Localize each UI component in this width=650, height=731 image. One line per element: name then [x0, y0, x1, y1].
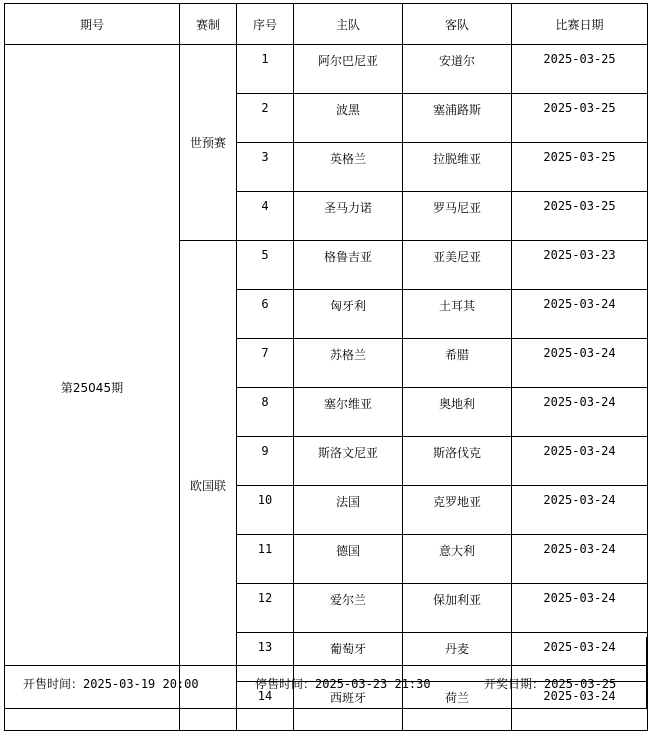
- header-home-team: 主队: [294, 4, 403, 45]
- away-team: 意大利: [403, 535, 512, 584]
- match-date: 2025-03-24: [512, 682, 648, 731]
- home-team: 西班牙: [294, 682, 403, 731]
- away-team: 罗马尼亚: [403, 192, 512, 241]
- sale-info-footer: [4, 666, 647, 709]
- draw-date-label: 开奖日期：: [484, 677, 545, 691]
- match-no: 5: [237, 241, 294, 290]
- home-team: 塞尔维亚: [294, 388, 403, 437]
- match-no: 7: [237, 339, 294, 388]
- home-team: 葡萄牙: [294, 633, 403, 682]
- header-period: 期号: [5, 4, 180, 45]
- header-format: 赛制: [180, 4, 237, 45]
- match-no: 14: [237, 682, 294, 731]
- sale-stop-label: 停售时间：: [255, 677, 316, 691]
- match-date: 2025-03-24: [512, 584, 648, 633]
- sale-stop-value: 2025-03-23 21:30: [315, 677, 431, 691]
- match-no: 13: [237, 633, 294, 682]
- away-team: 克罗地亚: [403, 486, 512, 535]
- away-team: 荷兰: [403, 682, 512, 731]
- match-no: 8: [237, 388, 294, 437]
- home-team: 苏格兰: [294, 339, 403, 388]
- home-team: 爱尔兰: [294, 584, 403, 633]
- match-schedule-table: [4, 3, 648, 731]
- match-date: 2025-03-25: [512, 143, 648, 192]
- match-no: 9: [237, 437, 294, 486]
- match-date: 2025-03-24: [512, 290, 648, 339]
- home-team: 圣马力诺: [294, 192, 403, 241]
- away-team: 丹麦: [403, 633, 512, 682]
- home-team: 斯洛文尼亚: [294, 437, 403, 486]
- match-no: 4: [237, 192, 294, 241]
- blank-row: [4, 637, 647, 666]
- match-date: 2025-03-24: [512, 633, 648, 682]
- header-index: 序号: [237, 4, 294, 45]
- draw-date-value: 2025-03-25: [544, 677, 617, 691]
- home-team: 阿尔巴尼亚: [294, 45, 403, 94]
- away-team: 安道尔: [403, 45, 512, 94]
- match-no: 1: [237, 45, 294, 94]
- home-team: 格鲁吉亚: [294, 241, 403, 290]
- match-no: 3: [237, 143, 294, 192]
- period-cell: 第25045期: [5, 45, 180, 731]
- away-team: 保加利亚: [403, 584, 512, 633]
- home-team: 法国: [294, 486, 403, 535]
- match-date: 2025-03-23: [512, 241, 648, 290]
- match-no: 11: [237, 535, 294, 584]
- match-date: 2025-03-24: [512, 388, 648, 437]
- match-no: 12: [237, 584, 294, 633]
- home-team: 德国: [294, 535, 403, 584]
- header-match-date: 比赛日期: [512, 4, 648, 45]
- away-team: 亚美尼亚: [403, 241, 512, 290]
- away-team: 希腊: [403, 339, 512, 388]
- group-cell-unl: 欧国联: [180, 241, 237, 731]
- away-team: 奥地利: [403, 388, 512, 437]
- match-date: 2025-03-24: [512, 339, 648, 388]
- sale-stop-info: [255, 675, 431, 692]
- match-no: 2: [237, 94, 294, 143]
- sale-start-label: 开售时间：: [23, 677, 84, 691]
- group-cell-wcq: 世预赛: [180, 45, 237, 241]
- home-team: 英格兰: [294, 143, 403, 192]
- match-date: 2025-03-24: [512, 437, 648, 486]
- match-date: 2025-03-25: [512, 94, 648, 143]
- match-date: 2025-03-24: [512, 535, 648, 584]
- away-team: 拉脱维亚: [403, 143, 512, 192]
- match-no: 10: [237, 486, 294, 535]
- header-away-team: 客队: [403, 4, 512, 45]
- away-team: 土耳其: [403, 290, 512, 339]
- match-date: 2025-03-24: [512, 486, 648, 535]
- draw-date-info: [484, 675, 616, 692]
- match-no: 6: [237, 290, 294, 339]
- sale-start-info: [23, 675, 199, 692]
- sale-start-value: 2025-03-19 20:00: [83, 677, 199, 691]
- header-row: [5, 4, 648, 45]
- away-team: 斯洛伐克: [403, 437, 512, 486]
- home-team: 波黑: [294, 94, 403, 143]
- match-date: 2025-03-25: [512, 192, 648, 241]
- away-team: 塞浦路斯: [403, 94, 512, 143]
- table-row: [5, 45, 648, 94]
- home-team: 匈牙利: [294, 290, 403, 339]
- match-date: 2025-03-25: [512, 45, 648, 94]
